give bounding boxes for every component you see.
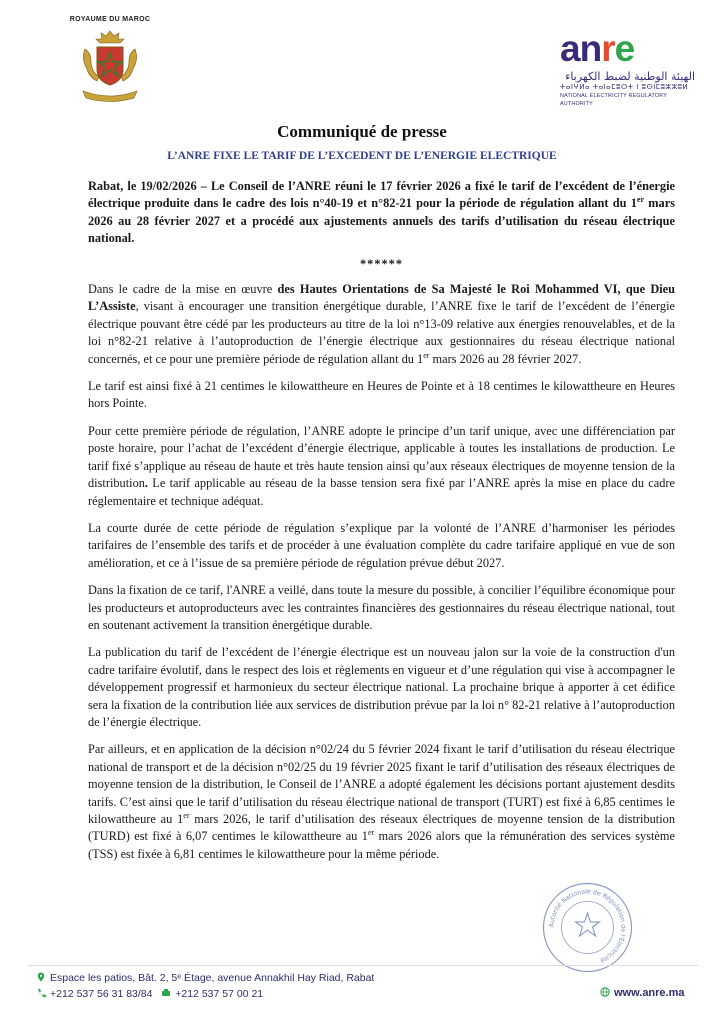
paragraph-2: Le tarif est ainsi fixé à 21 centimes le kilowattheure en Heures de Pointe et à 18 centimes le kilowattheure en Heures hors Pointe. [88, 379, 675, 411]
phone-number-2[interactable]: +212 537 57 00 21 [175, 988, 264, 1000]
footer-website [600, 987, 685, 999]
press-body [88, 178, 675, 873]
kingdom-header [40, 16, 180, 110]
anre-tifinagh-name: ⵜⴰⵏⵖⵍⴰ ⵜⴰⵏⴰⵎⵓⵔⵜ ⵏ ⵓⵙⵏⵎⵓⵣⵣⵓⵍ [560, 83, 689, 91]
lead-paragraph: Rabat, le 19/02/2026 – Le Conseil de l’ANRE réuni le 17 février 2026 a fixé le tarif de l’excédent de l’énergie électrique produite dans le cadre des lois n°40-19 et n°82-21 pour la période de régulation allant du 1er mars 2026 au 28 février 2027 et a procédé aux ajustements annuels des tarifs d’utilisation du réseau électrique national. [88, 179, 675, 246]
paragraph-1: Dans le cadre de la mise en œuvre des Hautes Orientations de Sa Majesté le Roi Mohammed VI, que Dieu L’Assiste, visant à encourager une transition énergétique durable, l’ANRE fixe le tarif de l’excédent de l’énergie électrique pouvant être cédé par les producteurs au titre de la loi n°13-09 relative aux énergies renouvelables, et de la loi n°82-21 relative à l’autoproduction de l’énergie électrique aux gestionnaires du réseau électrique national concernés, et ce pour une première période de régulation allant du 1er mars 2026 au 28 février 2027. [88, 282, 676, 366]
paragraph-6: La publication du tarif de l’excédent de l’énergie électrique est un nouveau jalon sur la voie de la construction d'un cadre tarifaire évolutif, dans le respect des lois et règlements en vigueur et d’une régulation qui vise à accompagner le développement progressif et harmonieux du secteur électrique national. La prochaine brique à apporter à cet édifice sera la fixation de la contribution liée aux services de distribution prévue par la loi n° 82-21 relative à l’autoproduction de l’énergie électrique. [88, 645, 675, 729]
footer-phones [36, 988, 263, 1000]
kingdom-label: ROYAUME DU MAROC [69, 16, 151, 23]
separator: ****** [359, 256, 404, 271]
anre-wordmark: anre [560, 28, 635, 69]
press-subtitle: L’ANRE FIXE LE TARIF DE L’EXCEDENT DE L’ENERGIE ELECTRIQUE [167, 150, 557, 162]
anre-logo [560, 30, 695, 108]
location-pin-icon [36, 972, 46, 982]
footer-address: Espace les patios, Bât. 2, 5ᵉ Étage, avenue Annakhil Hay Riad, Rabat [36, 972, 374, 984]
paragraph-4: La courte durée de cette période de régulation s’explique par la volonté de l’ANRE d’harmoniser les périodes tarifaires de l’ensemble des tarifs et de procéder à une évaluation complète du cadre tarifaire appliqué en vue de son amélioration, et ce à l’issue de sa première période de régulation prévue début 2027. [88, 520, 675, 570]
official-stamp-icon [540, 880, 635, 975]
website-link[interactable]: www.anre.ma [614, 987, 685, 999]
anre-english-name: NATIONAL ELECTRICITY REGULATORY AUTHORITY [560, 93, 667, 107]
paragraph-5: Dans la fixation de ce tarif, l'ANRE a veillé, dans toute la mesure du possible, à concilier l’équilibre économique pour les producteurs et autoproducteurs avec les contraintes financières des gestionnaires du réseau électrique national, tout en soutenant activement la transition énergétique durable. [88, 583, 675, 632]
phone-number-1[interactable]: +212 537 56 31 83/84 [50, 988, 153, 1000]
svg-text:Autorité Nationale de Régulati: Autorité Nationale de Régulation de l'Électricité [548, 888, 627, 964]
paragraph-3: Pour cette première période de régulation, l’ANRE adopte le principe d’un tarif unique, avec une différenciation par poste horaire, pour l’achat de l’excédent d’énergie électrique, applicable à toutes les installations de production. Le tarif fixé s’applique au réseau de haute et très haute tension ainsi qu’aux réseaux électriques de moyenne tension de la distribution. Le tarif applicable au réseau de la basse tension sera fixé par l’ANRE après la mise en place du cadre réglementaire et technique adéquat. [88, 423, 675, 508]
paragraph-7: Par ailleurs, et en application de la décision n°02/24 du 5 février 2024 fixant le tarif d’utilisation du réseau électrique national de transport et de la décision n°02/25 du 19 février 2025 fixant le tarif d’utilisation des réseaux électriques de moyenne tension de la distribution, le Conseil de l’ANRE a adopté également les décisions portant ajustement desdits tarifs. C’est ainsi que le tarif d’utilisation du réseau électrique national de transport (TURT) est fixé à 6,85 centimes le kilowattheure au 1er mars 2026, le tarif d’utilisation des réseaux électriques de moyenne tension de la distribution (TURD) est fixé à 6,07 centimes le kilowattheure au 1er mars 2026 alors que la rémunération des services système (TSS) est fixée à 6,81 centimes le kilowattheure pour la même période. [88, 742, 675, 861]
fax-icon [161, 988, 171, 998]
page-title: Communiqué de presse [277, 122, 447, 141]
anre-arabic-name: الهيئة الوطنية لضبط الكهرباء [565, 70, 695, 83]
footer-divider [28, 965, 698, 966]
globe-icon [600, 987, 610, 997]
moroccan-coat-of-arms-icon [75, 27, 145, 105]
phone-icon [36, 988, 46, 998]
